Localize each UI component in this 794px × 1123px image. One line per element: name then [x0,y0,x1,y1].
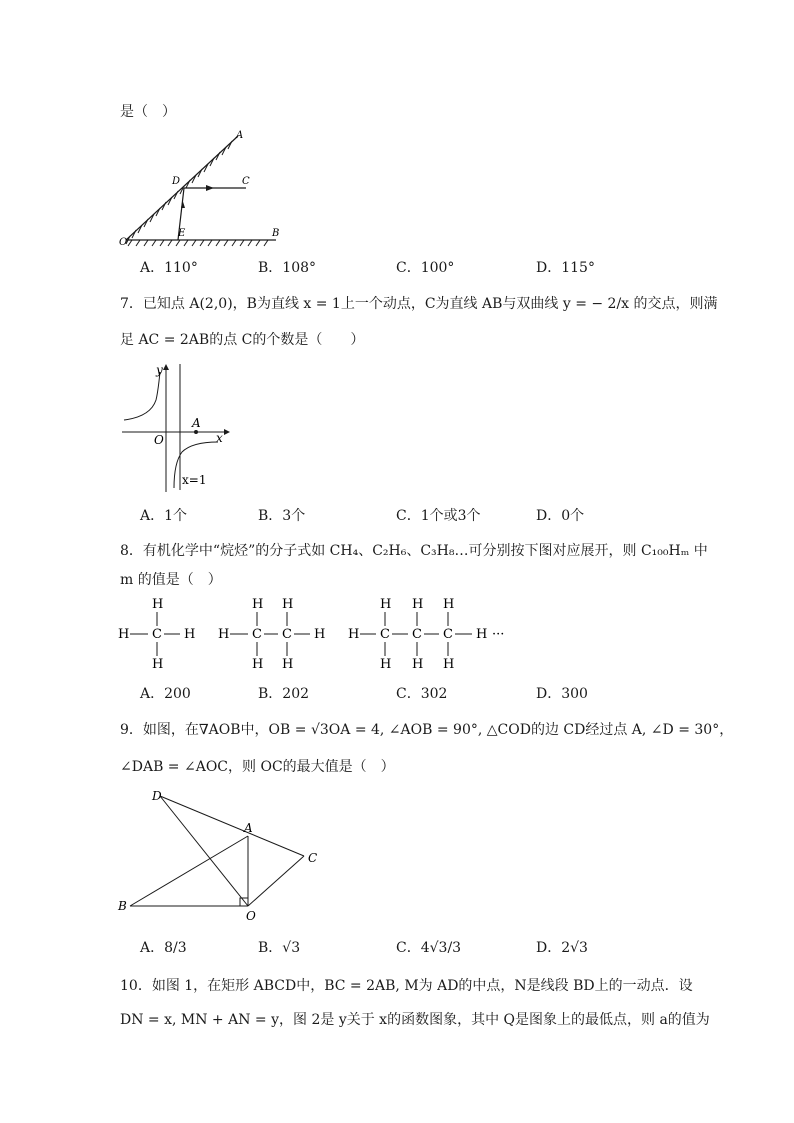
svg-text:H: H [282,597,294,612]
q8-option-a: A．200 [140,686,191,702]
svg-text:H: H [252,657,264,672]
svg-text:H: H [443,657,455,672]
svg-text:···: ··· [492,627,505,642]
q8-structures [114,594,514,676]
q8-option-d: D．300 [536,686,588,702]
propane-structure [348,597,504,672]
svg-text:H: H [348,627,360,642]
svg-text:H: H [118,627,130,642]
svg-text:H: H [412,597,424,612]
svg-text:C: C [252,627,262,642]
q9-option-c: C．4√3/3 [396,940,462,956]
q7-label-o: O [154,433,164,447]
q9-label-c: C [308,851,318,865]
q7-label-x: x [216,431,223,445]
methane-structure [118,597,195,672]
svg-text:H: H [476,627,488,642]
q6-option-d: D．115° [536,260,595,276]
q7-option-b: B．3个 [258,508,306,524]
q7-option-d: D．0个 [536,508,585,524]
q10-line1: 10．如图 1，在矩形 ABCD中，BC = 2AB, M为 AD的中点，N是线段 BD上的一动点．设 [120,978,693,994]
ethane-structure [218,597,325,672]
q9-figure [116,786,326,922]
q8-option-c: C．302 [396,686,448,702]
svg-text:H: H [218,627,230,642]
svg-text:H: H [443,597,455,612]
q6-option-c: C．100° [396,260,455,276]
q6-label-b: B [272,228,280,239]
svg-text:H: H [282,657,294,672]
q7-line1: 7．已知点 A(2,0)，B为直线 x = 1上一个动点，C为直线 AB与双曲线 y = − 2/x 的交点，则满 [120,296,718,312]
svg-text:C: C [282,627,292,642]
q6-option-b: B．108° [258,260,317,276]
q7-option-a: A．1个 [140,508,188,524]
q6-label-e: E [178,228,186,239]
q9-label-o: O [246,909,256,922]
q9-option-d: D．2√3 [536,940,588,956]
q6-tail: 是（ ） [120,104,176,120]
q6-option-a: A．110° [140,260,198,276]
q9-option-b: B．√3 [258,940,301,956]
q10-line2: DN = x, MN + AN = y，图 2是 y关于 x的函数图象，其中 Q是图象上的最低点，则 a的值为 [120,1012,710,1028]
q9-label-b: B [118,899,127,913]
svg-text:H: H [380,597,392,612]
svg-text:H: H [252,597,264,612]
q9-label-a: A [244,821,253,835]
svg-text:H: H [314,627,326,642]
svg-text:H: H [412,657,424,672]
q7-figure [118,360,233,495]
q6-label-c: C [242,176,250,187]
q9-label-d: D [152,789,162,803]
q9-line1: 9．如图，在∇AOB中，OB = √3OA = 4, ∠AOB = 90°, △COD的边 CD经过点 A, ∠D = 30°， [120,722,734,738]
svg-text:C: C [443,627,453,642]
svg-text:H: H [380,657,392,672]
q7-label-line: x=1 [182,473,207,487]
q6-label-d: D [172,176,181,187]
q8-line1: 8．有机化学中“烷烃”的分子式如 CH₄、C₂H₆、C₃H₈…可分别按下图对应展开，则 C₁₀₀Hₘ 中 [120,543,708,559]
svg-text:C: C [152,627,162,642]
q6-label-a: A [236,130,244,141]
q9-line2: ∠DAB = ∠AOC，则 OC的最大值是（ ） [120,759,395,775]
svg-text:C: C [380,627,390,642]
svg-text:H: H [184,627,196,642]
q8-line2: m 的值是（ ） [120,572,222,588]
q7-label-a: A [192,416,201,430]
q7-line2: 足 AC = 2AB的点 C的个数是（ ） [120,332,365,348]
q7-label-y: y [156,363,163,377]
q9-option-a: A．8/3 [140,940,187,956]
q6-figure [118,128,288,250]
q7-option-c: C．1个或3个 [396,508,481,524]
q6-label-o: O [119,237,128,248]
svg-text:H: H [152,597,164,612]
svg-text:C: C [412,627,422,642]
q8-option-b: B．202 [258,686,310,702]
svg-text:H: H [152,657,164,672]
